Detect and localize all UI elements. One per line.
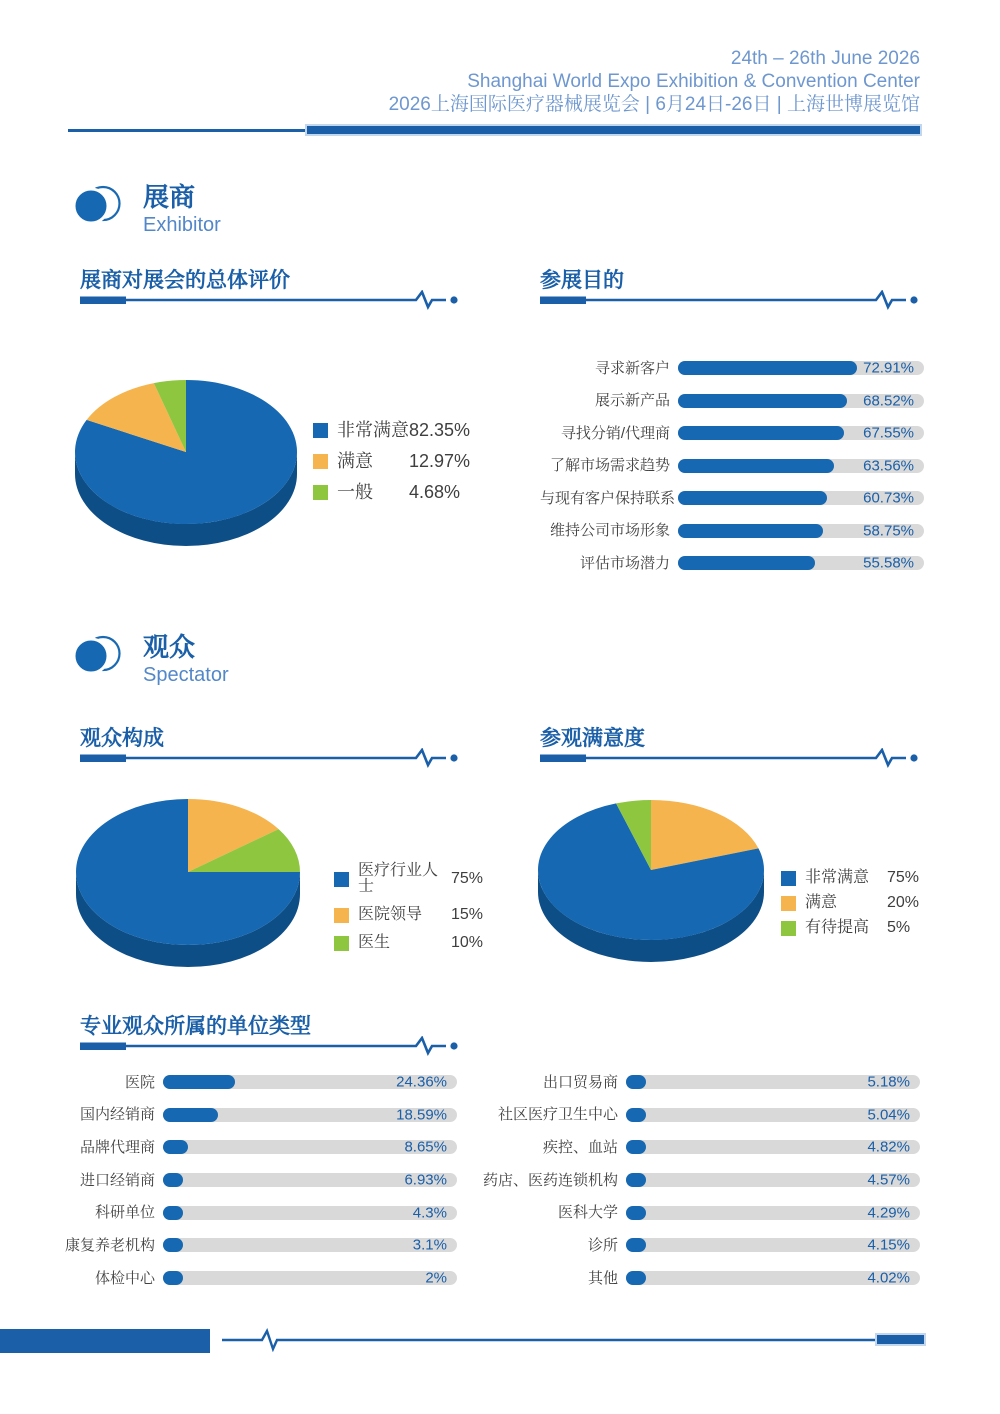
bar-label: 展示新产品 xyxy=(594,392,670,409)
bar-fill xyxy=(626,1140,646,1154)
bar-chart-unit-type-right xyxy=(470,1075,920,1304)
legend-value: 75% xyxy=(451,870,484,887)
pulse-divider-icon xyxy=(78,290,462,310)
bar-value: 72.91% xyxy=(863,359,914,377)
bar-track xyxy=(626,1206,920,1220)
bar-value: 4.3% xyxy=(412,1204,447,1222)
bar-fill xyxy=(626,1206,646,1220)
bar-value: 5.18% xyxy=(867,1073,910,1091)
legend-value: 75% xyxy=(887,869,920,886)
exhibitor-title-zh: 展商 xyxy=(143,182,196,212)
bar-row xyxy=(470,1140,920,1154)
footer-left-bar xyxy=(0,1329,210,1353)
bar-fill xyxy=(163,1173,183,1187)
bar-label: 医院 xyxy=(124,1073,155,1091)
bar-track xyxy=(626,1173,920,1187)
bar-fill xyxy=(678,459,834,473)
bar-row xyxy=(540,491,924,505)
legend-label: 满意 xyxy=(805,894,838,911)
bar-value: 18.59% xyxy=(396,1106,447,1124)
pulse-divider-icon xyxy=(78,1036,462,1056)
legend-overall-rating xyxy=(313,421,470,514)
bar-row xyxy=(60,1271,457,1285)
bar-track xyxy=(626,1238,920,1252)
legend-swatch-icon xyxy=(781,896,796,911)
pie-chart-composition xyxy=(64,786,316,984)
bar-label: 寻求新客户 xyxy=(594,359,670,377)
pie-chart-satisfaction xyxy=(527,790,779,985)
bar-row xyxy=(60,1075,457,1089)
bar-row xyxy=(470,1108,920,1122)
bar-label: 品牌代理商 xyxy=(79,1138,155,1156)
bar-track xyxy=(163,1173,457,1187)
spectator-title-en: Spectator xyxy=(143,664,229,686)
bar-value: 6.93% xyxy=(404,1171,447,1189)
legend-swatch-icon xyxy=(334,872,349,887)
bar-track xyxy=(678,556,924,570)
bar-value: 5.04% xyxy=(867,1106,910,1124)
spectator-section-header xyxy=(72,632,229,688)
legend-item xyxy=(334,863,483,895)
bar-track xyxy=(626,1075,920,1089)
section-badge-icon xyxy=(72,632,130,680)
bar-value: 4.15% xyxy=(867,1236,910,1254)
bar-fill xyxy=(626,1271,646,1285)
bar-fill xyxy=(626,1108,646,1122)
bar-row xyxy=(60,1108,457,1122)
bar-track xyxy=(163,1271,457,1285)
section-badge-icon xyxy=(72,182,130,230)
bar-fill xyxy=(163,1140,188,1154)
bar-value: 67.55% xyxy=(863,424,914,442)
bar-track xyxy=(626,1271,920,1285)
legend-value: 20% xyxy=(887,894,920,911)
bar-track xyxy=(678,524,924,538)
chart-title-purpose: 参展目的 xyxy=(540,269,624,292)
legend-value: 12.97% xyxy=(409,451,471,471)
legend-label: 非常满意 xyxy=(337,420,409,440)
bar-label: 医科大学 xyxy=(557,1204,618,1222)
bar-row xyxy=(540,394,924,408)
bar-value: 8.65% xyxy=(404,1138,447,1156)
bar-label: 药店、医药连锁机构 xyxy=(482,1171,618,1189)
bar-row xyxy=(470,1271,920,1285)
bar-label: 社区医疗卫生中心 xyxy=(497,1106,618,1124)
bar-fill xyxy=(626,1173,646,1187)
bar-value: 63.56% xyxy=(863,457,914,474)
bar-label: 进口经销商 xyxy=(79,1171,155,1189)
bar-track xyxy=(678,361,924,375)
chart-title-satisfaction: 参观满意度 xyxy=(540,727,645,750)
legend-item xyxy=(334,935,483,951)
bar-fill xyxy=(678,361,857,375)
bar-label: 体检中心 xyxy=(94,1269,155,1287)
exhibitor-title-en: Exhibitor xyxy=(143,214,221,236)
legend-value: 82.35% xyxy=(409,420,471,440)
bar-value: 4.29% xyxy=(867,1204,910,1222)
bar-track xyxy=(626,1140,920,1154)
bar-fill xyxy=(163,1271,183,1285)
pie-chart-overall-rating xyxy=(62,366,312,564)
legend-label: 有待提高 xyxy=(805,919,870,936)
legend-swatch-icon xyxy=(313,485,328,500)
chart-title-composition: 观众构成 xyxy=(80,727,164,750)
bar-label: 寻找分销/代理商 xyxy=(560,424,670,442)
legend-item xyxy=(313,452,470,470)
bar-row xyxy=(470,1173,920,1187)
pulse-divider-icon xyxy=(78,748,462,768)
bar-row xyxy=(540,556,924,570)
legend-value: 5% xyxy=(887,919,911,936)
bar-row xyxy=(540,361,924,375)
header xyxy=(389,47,920,116)
bar-track xyxy=(678,459,924,473)
bar-value: 55.58% xyxy=(863,554,914,572)
bar-value: 2% xyxy=(425,1269,447,1287)
legend-item xyxy=(313,421,470,439)
bar-value: 4.02% xyxy=(867,1269,910,1287)
bar-value: 60.73% xyxy=(863,489,914,507)
bar-fill xyxy=(163,1108,218,1122)
header-rule-thin xyxy=(68,129,307,132)
legend-swatch-icon xyxy=(781,871,796,886)
bar-fill xyxy=(678,394,847,408)
chart-title-unit-type: 专业观众所属的单位类型 xyxy=(80,1015,311,1038)
legend-swatch-icon xyxy=(313,454,328,469)
bar-track xyxy=(678,491,924,505)
bar-label: 国内经销商 xyxy=(79,1106,155,1124)
bar-fill xyxy=(163,1206,183,1220)
legend-item xyxy=(313,483,470,501)
bar-value: 4.57% xyxy=(867,1171,910,1189)
header-dates: 24th – 26th June 2026 xyxy=(730,48,920,69)
bar-value: 4.82% xyxy=(867,1138,910,1156)
footer-right-bar xyxy=(877,1335,924,1344)
bar-track xyxy=(163,1140,457,1154)
bar-label: 维持公司市场形象 xyxy=(549,522,670,539)
legend-swatch-icon xyxy=(781,921,796,936)
bar-fill xyxy=(678,491,827,505)
bar-row xyxy=(540,459,924,473)
bar-chart-purpose xyxy=(540,361,924,589)
legend-item xyxy=(781,920,919,936)
bar-label: 康复养老机构 xyxy=(64,1236,155,1254)
bar-label: 与现有客户保持联系 xyxy=(540,489,676,507)
header-rule-thick xyxy=(307,126,920,134)
bar-row xyxy=(470,1238,920,1252)
bar-label: 了解市场需求趋势 xyxy=(549,457,670,474)
pulse-divider-icon xyxy=(538,748,922,768)
legend-label: 医疗行业人士 xyxy=(358,862,439,895)
bar-value: 68.52% xyxy=(863,392,914,409)
bar-track xyxy=(163,1075,457,1089)
pulse-divider-icon xyxy=(538,290,922,310)
bar-label: 诊所 xyxy=(587,1236,618,1254)
bar-fill xyxy=(163,1075,235,1089)
header-venue-en: Shanghai World Expo Exhibition & Convention Center xyxy=(467,71,920,92)
bar-value: 24.36% xyxy=(396,1073,447,1091)
bar-fill xyxy=(678,524,823,538)
bar-row xyxy=(540,524,924,538)
bar-row xyxy=(540,426,924,440)
bar-row xyxy=(470,1075,920,1089)
bar-track xyxy=(626,1108,920,1122)
bar-track xyxy=(163,1238,457,1252)
legend-label: 医院领导 xyxy=(358,906,423,923)
bar-value: 58.75% xyxy=(863,522,914,539)
legend-label: 医生 xyxy=(358,934,391,951)
bar-chart-unit-type-left xyxy=(60,1075,457,1304)
bar-row xyxy=(60,1206,457,1220)
footer-pulse-line-icon xyxy=(216,1328,882,1352)
bar-track xyxy=(678,394,924,408)
bar-fill xyxy=(678,426,844,440)
legend-label: 一般 xyxy=(337,482,373,502)
exhibitor-section-header xyxy=(72,182,221,238)
chart-title-overall-rating: 展商对展会的总体评价 xyxy=(80,269,290,292)
legend-item xyxy=(781,895,919,911)
legend-satisfaction xyxy=(781,870,919,945)
legend-composition xyxy=(334,863,483,963)
bar-label: 科研单位 xyxy=(94,1204,155,1222)
bar-label: 其他 xyxy=(587,1269,618,1287)
legend-swatch-icon xyxy=(313,423,328,438)
legend-swatch-icon xyxy=(334,908,349,923)
bar-fill xyxy=(626,1238,646,1252)
legend-swatch-icon xyxy=(334,936,349,951)
bar-row xyxy=(60,1173,457,1187)
bar-track xyxy=(163,1206,457,1220)
legend-value: 15% xyxy=(451,906,484,923)
bar-fill xyxy=(163,1238,183,1252)
legend-item xyxy=(334,907,483,923)
bar-track xyxy=(163,1108,457,1122)
bar-fill xyxy=(626,1075,646,1089)
bar-label: 出口贸易商 xyxy=(542,1073,618,1091)
bar-row xyxy=(470,1206,920,1220)
bar-value: 3.1% xyxy=(412,1236,447,1254)
bar-fill xyxy=(678,556,815,570)
legend-label: 非常满意 xyxy=(805,869,870,886)
legend-value: 4.68% xyxy=(409,482,461,502)
bar-track xyxy=(678,426,924,440)
bar-label: 评估市场潜力 xyxy=(579,554,670,572)
header-title-zh: 2026上海国际医疗器械展览会 | 6月24日-26日 | 上海世博展览馆 xyxy=(388,94,920,115)
legend-item xyxy=(781,870,919,886)
legend-value: 10% xyxy=(451,934,484,951)
bar-row xyxy=(60,1140,457,1154)
bar-label: 疾控、血站 xyxy=(542,1138,618,1156)
legend-label: 满意 xyxy=(337,451,373,471)
bar-row xyxy=(60,1238,457,1252)
spectator-title-zh: 观众 xyxy=(143,632,196,662)
